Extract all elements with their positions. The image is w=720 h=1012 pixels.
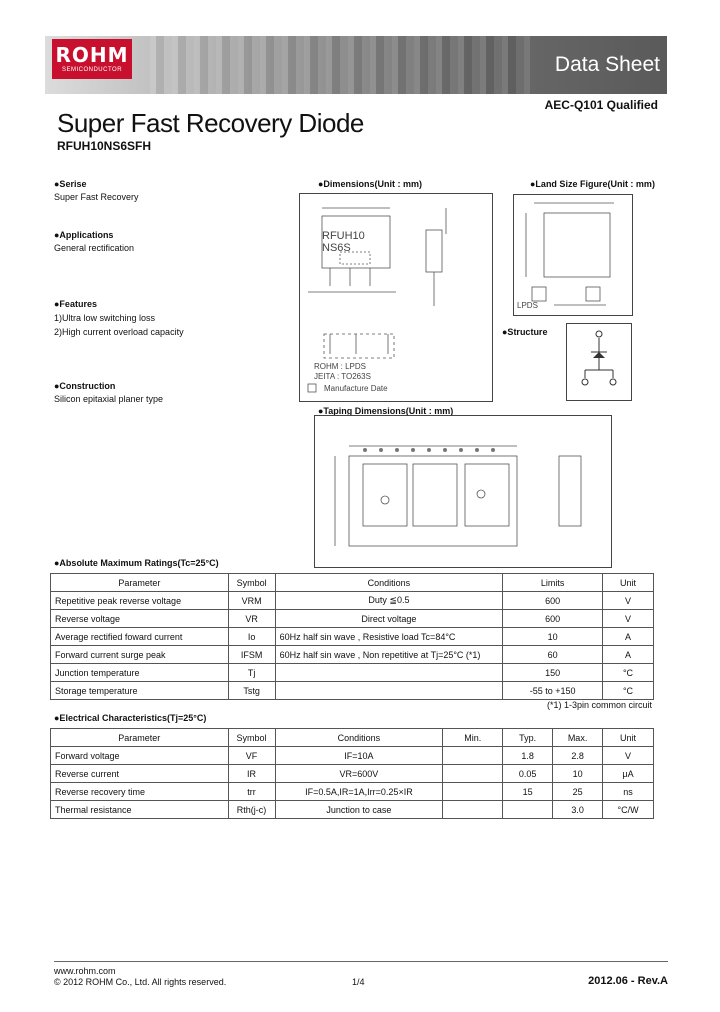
column-header: Symbol	[228, 729, 275, 747]
page-title: Super Fast Recovery Diode	[57, 108, 364, 138]
logo-sub: SEMICONDUCTOR	[61, 67, 123, 73]
land-size-drawing	[513, 194, 633, 316]
table-cell: Duty ≦0.5	[275, 592, 503, 610]
construction-text: Silicon epitaxial planer type	[54, 394, 164, 404]
table-cell	[275, 664, 503, 682]
table-cell: Direct voltage	[275, 610, 503, 628]
table-cell: °C	[603, 682, 654, 700]
abs-max-table	[50, 573, 654, 700]
table-cell: -55 to +150	[503, 682, 603, 700]
series-heading: ●Serise	[54, 179, 87, 189]
table-cell: Junction temperature	[51, 664, 229, 682]
table-cell: Storage temperature	[51, 682, 229, 700]
table-cell: Io	[228, 628, 275, 646]
table-cell: VRM	[228, 592, 275, 610]
table-row	[51, 592, 654, 610]
table-cell: 25	[553, 783, 603, 801]
table-cell: trr	[228, 783, 275, 801]
footer-divider	[54, 961, 668, 962]
construction-heading: ●Construction	[54, 381, 116, 391]
table-row	[51, 664, 654, 682]
table-row	[51, 747, 654, 765]
structure-drawing	[566, 323, 632, 401]
features-item-1: 1)Ultra low switching loss	[54, 313, 156, 323]
table-cell	[443, 765, 503, 783]
land-pkg-label: LPDS	[517, 301, 538, 310]
table-row	[51, 628, 654, 646]
column-header: Symbol	[228, 574, 275, 592]
abs-max-header-row	[51, 574, 654, 592]
part-number: RFUH10NS6SFH	[57, 139, 152, 153]
table-cell	[443, 747, 503, 765]
elec-header-row	[51, 729, 654, 747]
tape-reel-icon	[315, 416, 611, 567]
table-cell: 60Hz half sin wave , Resistive load Tc=84°C	[275, 628, 503, 646]
marking-line-1: RFUH10	[322, 230, 365, 242]
table-cell: V	[603, 610, 654, 628]
table-row	[51, 610, 654, 628]
manufacture-date-label: Manufacture Date	[324, 384, 388, 393]
land-pattern-icon	[514, 195, 632, 315]
table-cell: 2.8	[553, 747, 603, 765]
table-cell: 60	[503, 646, 603, 664]
table-cell: A	[603, 628, 654, 646]
features-item-2: 2)High current overload capacity	[54, 327, 184, 337]
table-cell: Rth(j-c)	[228, 801, 275, 819]
table-cell: ns	[603, 783, 654, 801]
column-header: Limits	[503, 574, 603, 592]
column-header: Max.	[553, 729, 603, 747]
taping-heading: ●Taping Dimensions(Unit : mm)	[318, 406, 454, 416]
series-text: Super Fast Recovery	[54, 192, 139, 202]
pkg-rohm: ROHM : LPDS	[314, 362, 367, 371]
features-heading: ●Features	[54, 299, 97, 309]
table-cell: 150	[503, 664, 603, 682]
table-cell: IF=0.5A,IR=1A,Irr=0.25×IR	[275, 783, 443, 801]
table-cell: Forward voltage	[51, 747, 229, 765]
table-cell: 600	[503, 592, 603, 610]
column-header: Unit	[603, 729, 654, 747]
table-cell: Junction to case	[275, 801, 443, 819]
table-cell: Reverse current	[51, 765, 229, 783]
footer-page-number: 1/4	[352, 977, 365, 987]
table-cell: V	[603, 592, 654, 610]
table-cell: Tj	[228, 664, 275, 682]
table-cell: IF=10A	[275, 747, 443, 765]
pkg-jeita: JEITA : TO263S	[314, 372, 371, 381]
column-header: Min.	[443, 729, 503, 747]
land-size-heading: ●Land Size Figure(Unit : mm)	[530, 179, 655, 189]
structure-heading: ●Structure	[502, 327, 548, 337]
table-cell: IFSM	[228, 646, 275, 664]
table-cell: 10	[553, 765, 603, 783]
footer-url[interactable]: www.rohm.com	[54, 966, 116, 976]
table-cell: °C/W	[603, 801, 654, 819]
taping-drawing	[314, 415, 612, 568]
footer-revision: 2012.06 - Rev.A	[588, 975, 668, 987]
table-cell: IR	[228, 765, 275, 783]
column-header: Conditions	[275, 729, 443, 747]
marking-line-2: NS6S	[322, 242, 351, 254]
table-cell: A	[603, 646, 654, 664]
table-row	[51, 783, 654, 801]
table-cell: Reverse recovery time	[51, 783, 229, 801]
table-cell: 0.05	[503, 765, 553, 783]
table-row	[51, 646, 654, 664]
table-cell	[503, 801, 553, 819]
dimensions-drawing	[299, 193, 493, 402]
table-cell: Repetitive peak reverse voltage	[51, 592, 229, 610]
table-cell: Thermal resistance	[51, 801, 229, 819]
abs-max-note: (*1) 1-3pin common circuit	[546, 700, 652, 710]
footer-copyright: © 2012 ROHM Co., Ltd. All rights reserved.	[54, 977, 227, 987]
qualification-label: AEC-Q101 Qualified	[544, 98, 658, 112]
elec-table	[50, 728, 654, 819]
table-cell: 60Hz half sin wave , Non repetitive at Tj=25°C (*1)	[275, 646, 503, 664]
table-cell: °C	[603, 664, 654, 682]
column-header: Parameter	[51, 729, 229, 747]
table-cell	[443, 783, 503, 801]
table-cell	[443, 801, 503, 819]
diode-symbol-icon	[567, 324, 631, 400]
column-header: Parameter	[51, 574, 229, 592]
table-cell: Tstg	[228, 682, 275, 700]
table-cell: VR	[228, 610, 275, 628]
table-cell: VR=600V	[275, 765, 443, 783]
applications-heading: ●Applications	[54, 230, 114, 240]
table-cell: VF	[228, 747, 275, 765]
table-cell: 600	[503, 610, 603, 628]
column-header: Conditions	[275, 574, 503, 592]
data-sheet-label: Data Sheet	[554, 53, 660, 76]
table-cell: 3.0	[553, 801, 603, 819]
table-cell	[275, 682, 503, 700]
banner-decoration	[150, 36, 530, 94]
applications-text: General rectification	[54, 243, 135, 253]
table-cell: Forward current surge peak	[51, 646, 229, 664]
dimensions-heading: ●Dimensions(Unit : mm)	[318, 179, 422, 189]
column-header: Typ.	[503, 729, 553, 747]
table-row	[51, 682, 654, 700]
table-cell: Reverse voltage	[51, 610, 229, 628]
elec-heading: ●Electrical Characteristics(Tj=25°C)	[54, 713, 207, 723]
table-row	[51, 801, 654, 819]
rohm-logo	[52, 39, 132, 79]
table-cell: 10	[503, 628, 603, 646]
column-header: Unit	[603, 574, 654, 592]
table-cell: 15	[503, 783, 553, 801]
table-cell: 1.8	[503, 747, 553, 765]
table-row	[51, 765, 654, 783]
abs-max-heading: ●Absolute Maximum Ratings(Tc=25°C)	[54, 558, 219, 568]
table-cell: Average rectified foward current	[51, 628, 229, 646]
table-cell: μA	[603, 765, 654, 783]
table-cell: V	[603, 747, 654, 765]
logo-name: ROHM	[55, 43, 129, 67]
